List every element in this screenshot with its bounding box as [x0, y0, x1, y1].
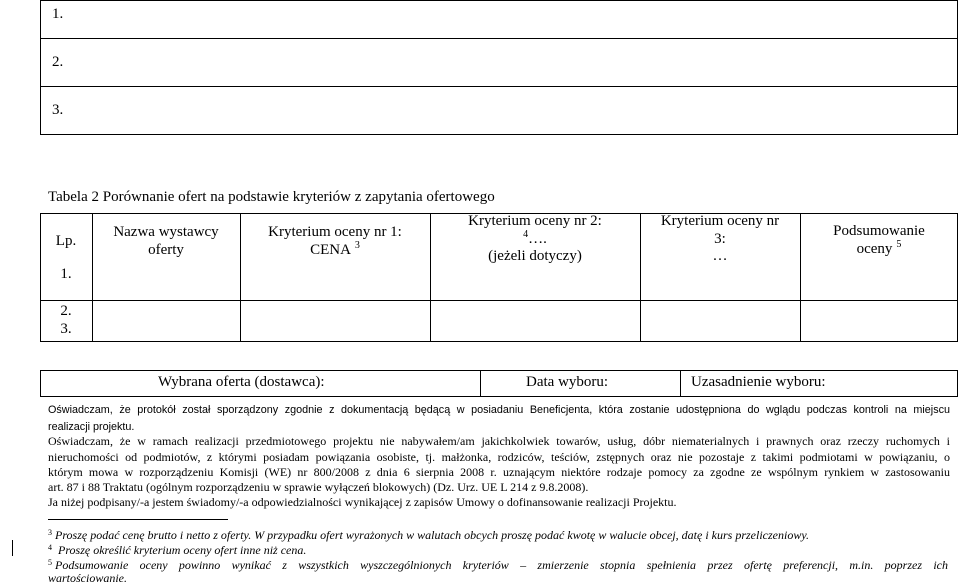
header-criterion-3-placeholder: … — [712, 248, 728, 264]
top-table — [40, 0, 958, 135]
header-criterion-1-name — [240, 239, 430, 260]
statement-protocol-line: Oświadczam, że protokół został sporządzony zgodnie z dokumentacją będącą w posiadaniu Beneficjenta, która zostanie udostępniona do wglądu podczas kontroli na miejscu — [48, 404, 950, 416]
footnote-text: wartościowanie. — [48, 571, 128, 585]
footnote-text: Proszę podać cenę brutto i netto z oferty. W przypadku ofert wyrażonych w walutach obcych proszę podać kwotę w walucie obcej, datę i kurs przeliczeniowy. — [55, 528, 809, 542]
header-criterion-2-note: (jeżeli dotyczy) — [488, 248, 582, 264]
margin-revision-bar — [12, 540, 13, 556]
top-table-row-divider — [40, 38, 958, 39]
row-number: 2. — [60, 303, 72, 319]
header-criterion-2 — [430, 213, 640, 266]
footnote-number: 3 — [48, 528, 52, 537]
footnote-ref-5: 5 — [896, 238, 902, 250]
header-summary-line — [800, 238, 958, 259]
header-summary-word: oceny — [856, 240, 893, 257]
table2-caption: Tabela 2 Porównanie ofert na podstawie kryteriów z zapytania ofertowego — [48, 189, 495, 205]
row-number: 1. — [60, 266, 72, 282]
header-criterion-1-price: CENA — [310, 241, 351, 258]
footnote-text: Podsumowanie oceny powinno wynikać z wszystkich wyszczególnionych kryteriów – zmierzenie stopnia spełnienia przez ofertę preferencji, m.in. poprzez ich — [55, 558, 948, 572]
header-criterion-1-title: Kryterium oceny nr 1: — [268, 224, 402, 240]
header-criterion-2-name — [430, 228, 640, 249]
header-criterion-3-number: 3: — [714, 230, 726, 247]
top-table-row-divider — [40, 86, 958, 87]
header-supplier-name-line: oferty — [148, 241, 184, 258]
header-criterion-3 — [640, 213, 800, 266]
header-criterion-3-title: Kryterium oceny nr — [660, 213, 780, 229]
comparison-table-header-divider — [40, 300, 958, 301]
footnote-number: 5 — [48, 558, 52, 567]
footnote-5 — [48, 559, 948, 573]
row-number: 3. — [60, 321, 72, 337]
footnote-ref-4: 4 — [523, 228, 529, 240]
footnote-5-continuation — [48, 572, 948, 585]
footnote-number: 4 — [48, 543, 52, 552]
selection-table-divider — [680, 370, 681, 397]
header-criterion-2-placeholder: …. — [528, 230, 547, 247]
header-supplier-name-line: Nazwa wystawcy — [113, 224, 219, 240]
statement-protocol-line: realizacji projektu. — [48, 421, 135, 433]
top-table-row-number: 3. — [52, 102, 64, 118]
selection-table-divider — [480, 370, 481, 397]
footnote-text: Proszę określić kryterium oceny ofert inne niż cena. — [58, 543, 307, 557]
top-table-row-number: 2. — [52, 54, 64, 70]
header-supplier-name — [92, 224, 240, 259]
chosen-offer-label: Wybrana oferta (dostawca): — [158, 374, 325, 390]
header-criterion-2-title: Kryterium oceny nr 2: — [468, 213, 602, 229]
footnote-4 — [48, 544, 948, 558]
statement-no-relations-line: art. 87 i 88 Traktatu (ogólnym rozporządzeniu w sprawie wyłączeń blokowych) (Dz. Urz. UE L 214 z 9.8.2008). — [48, 480, 589, 494]
footnote-3 — [48, 529, 948, 543]
statement-no-relations-line: którym mowa w rozporządzeniu Komisji (WE) nr 800/2008 z dnia 6 sierpnia 2008 r. uznającym niektóre rodzaje pomocy za zgodne ze wspólnym rynkiem w zastosowaniu — [48, 465, 950, 479]
header-lp: Lp. — [55, 233, 77, 249]
statement-no-relations-line: nieruchomości od podmiotów, z którymi posiadam powiązania osobiste, tj. małżonka, rodziców, teściów, zstępnych oraz nie pozostaje z takimi podmiotami w powiązaniu, o — [48, 450, 950, 464]
header-summary-line: Podsumowanie — [833, 223, 925, 239]
header-summary — [800, 223, 958, 258]
selection-date-label: Data wyboru: — [526, 374, 609, 390]
statement-no-relations-line: Oświadczam, że w ramach realizacji przedmiotowego projektu nie nabywałem/am jakichkolwiek towarów, usług, dóbr niematerialnych i prawnych oraz rzeczy ruchomych i — [48, 434, 950, 448]
header-criterion-1 — [240, 224, 430, 259]
footnote-ref-3: 3 — [354, 239, 360, 251]
statement-awareness-line: Ja niżej podpisany/-a jestem świadomy/-a odpowiedzialności wynikającej z zapisów Umowy o dofinansowanie realizacji Projektu. — [48, 495, 677, 509]
footnote-separator — [48, 519, 228, 520]
top-table-row-number: 1. — [52, 6, 64, 22]
selection-justification-label: Uzasadnienie wyboru: — [691, 374, 826, 390]
